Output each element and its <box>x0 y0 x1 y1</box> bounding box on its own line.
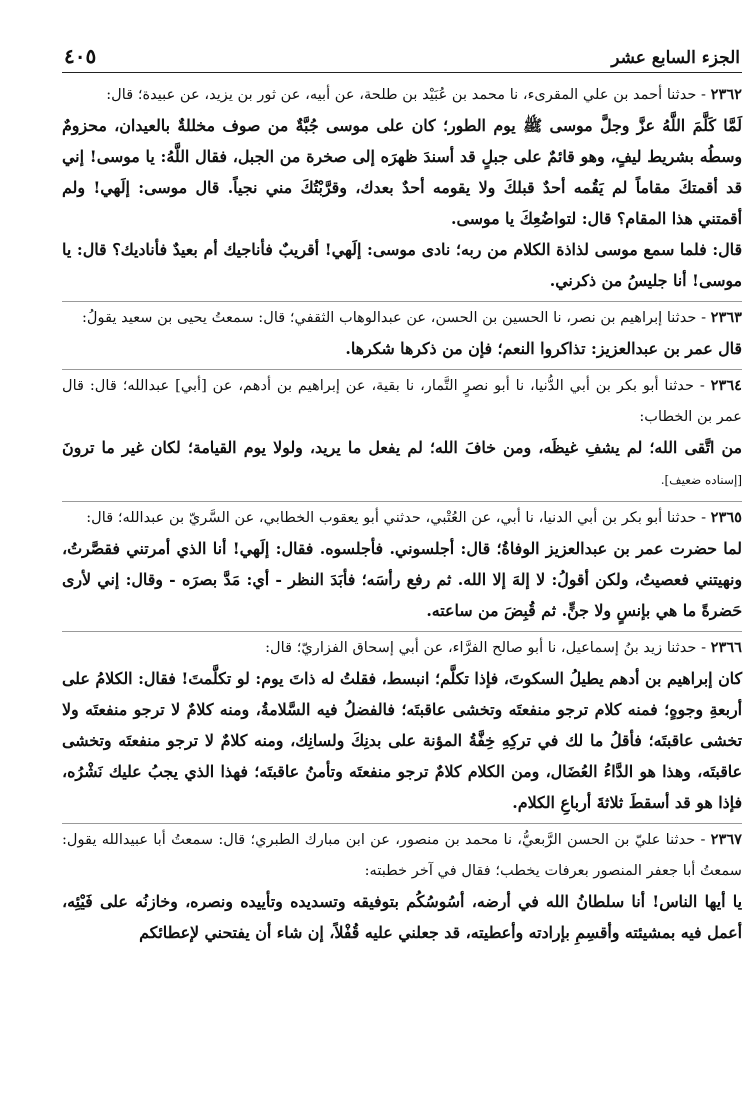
entry-2367-chain <box>62 824 742 886</box>
entry-number: ٢٣٦٤ <box>710 377 743 394</box>
page-number: ٤٠٥ <box>64 44 97 68</box>
page-content <box>62 79 742 948</box>
entry-number: ٢٣٦٥ <box>710 509 742 526</box>
isnad-text: - حدثنا زيد بنُ إسماعيل، نا أبو صالح الفرَّاء، عن أبي إسحاق الفزاريّ؛ قال: <box>265 639 706 656</box>
entry-2364-chain <box>62 370 742 432</box>
entry-2363-text: قال عمر بن عبدالعزيز: تذاكروا النعم؛ فإن من ذكرها شكرها. <box>345 339 742 358</box>
book-page <box>62 28 742 1103</box>
isnad-text: - حدثنا إبراهيم بن نصر، نا الحسين بن الحسن، عن عبدالوهاب الثقفي؛ قال: سمعتُ يحيى بن سعيد يقولُ: <box>82 309 706 326</box>
entry-number: ٢٣٦٧ <box>710 831 742 848</box>
entry-2364-text <box>62 432 742 496</box>
entry-2365-text: لما حضرت عمر بن عبدالعزيز الوفاةُ؛ قال: أجلسوني. فأجلسوه. فقال: إلَهي! أنا الذي أمرتني فقصَّرتُ، ونهيتني فعصيتُ، ولكن أقولُ: لا إلهَ إلا الله. ثم رفع رأسَه؛ فأبَدَ النظر - أي: مَدَّ بصرَه - وقال: إني لأرى حَضرةً ما هي بإنسٍ ولا جنٍّ. ثم قُبِضَ من ساعته. <box>62 539 742 620</box>
isnad-text: - حدثنا أحمد بن علي المقرىء، نا محمد بن عُبَيْد بن طلحة، عن أبيه، عن ثور بن يزيد، عن عبيدة؛ قال: <box>106 86 706 103</box>
entry-number: ٢٣٦٣ <box>710 309 742 326</box>
entry-2367-text: يا أيها الناس! أنا سلطانُ الله في أرضه، أسُوسُكُم بتوفيقه وتسديده وتأييده ونصره، وخازنُه على فَيْئِه، أعمل فيه بمشيئته وأقسِمِ بإرادته وأعطيته، قد جعلني عليه قُفْلاً، إن شاء أن يفتحني لإعطائكم <box>62 892 742 942</box>
grading-note: [إسناده ضعيف]. <box>660 473 742 487</box>
entry-2362-chain <box>62 79 742 110</box>
entry-2363-chain <box>62 302 742 333</box>
entry-2362-text-2: قال: فلما سمع موسى لذاذة الكلام من ربه؛ نادى موسى: إلَهي! أقريبٌ فأناجيك أم بعيدٌ فأناديك؟ قال: يا موسى! أنا جليسُ من ذكرني. <box>62 240 742 290</box>
entry-2366-chain <box>62 632 742 663</box>
entry-number: ٢٣٦٢ <box>710 86 742 103</box>
entry-2365-chain <box>62 502 742 533</box>
isnad-text: - حدثنا أبو بكر بن أبي الدنيا، نا أبي، عن العُتْبي، حدثني أبو يعقوب الخطابي، عن السَّريّ بن عبدالله؛ قال: <box>86 509 706 526</box>
isnad-text: - حدثنا عليّ بن الحسن الرَّبعيُّ، نا محمد بن منصور، عن ابن مبارك الطبري؛ قال: سمعتُ أبا عبيدالله يقول: سمعتُ أبا جعفر المنصور بعرفات يخطب؛ فقال في آخر خطبته: <box>62 831 742 879</box>
entry-2362-text-1: لَمَّا كَلَّمَ اللَّهُ عزَّ وجلَّ موسى ﷺ يوم الطور؛ كان على موسى جُبَّةٌ من صوف مخللةٌ بالعيدان، محزومٌ وسطُه بشريط ليفٍ، وهو قائمٌ على جبلٍ قد أسندَ ظهرَه إلى صخرة من الجبل، فقال اللَّهُ: يا موسى! إني قد أقمتكَ مقاماً لم يَقُمه أحدٌ قبلكَ ولا يقومه أحدٌ بعدك، وقرَّبْتُكَ مني نجياً. قال موسى: إلَهي! ولم أقمتني هذا المقام؟ قال: لتواضُعِكَ يا موسى. <box>62 116 742 228</box>
narration-text: من اتَّقى الله؛ لم يشفِ غيظَه، ومن خافَ الله؛ لم يفعل ما يريد، ولولا يوم القيامة؛ لكان غير ما ترونَ <box>62 438 742 457</box>
entry-2366-text: كان إبراهيم بن أدهم يطيلُ السكوتَ، فإذا تكلَّم؛ انبسط، فقلتُ له ذاتَ يوم: لو تكلَّمتَ! فقال: الكلامُ على أربعةِ وجوهٍ؛ فمنه كلام ترجو منفعتَه وتخشى عاقبتَه؛ فالفضلُ فيه السَّلامةُ، ومنه كلامٌ لا ترجو منفعتَه ولا تخشى عاقبتَه؛ فأقلُ ما لك في تركِهِ خِفَّةُ المؤنة على بدنِكَ ولسانِك، ومنه كلامٌ لا ترجو منفعتَه وتخشى عاقبتَه، وهذا هو الدَّاءُ العُضَال، ومن الكلام كلامٌ ترجو منفعتَه وتأمنُ عاقبتَه؛ فهذا الذي يجبُ عليك نَشْرُه، فإذا هو قد أسقطَ ثلاثةَ أرباعِ الكلام. <box>62 669 742 812</box>
running-header <box>62 28 742 73</box>
entry-number: ٢٣٦٦ <box>710 639 742 656</box>
isnad-text: - حدثنا أبو بكر بن أبي الدُّنيا، نا أبو نصرٍ التَّمار، نا بقية، عن إبراهيم بن أدهم، عن [أبي] عبدالله؛ قال: قال عمر بن الخطاب: <box>62 377 742 425</box>
part-title: الجزء السابع عشر <box>611 48 740 68</box>
